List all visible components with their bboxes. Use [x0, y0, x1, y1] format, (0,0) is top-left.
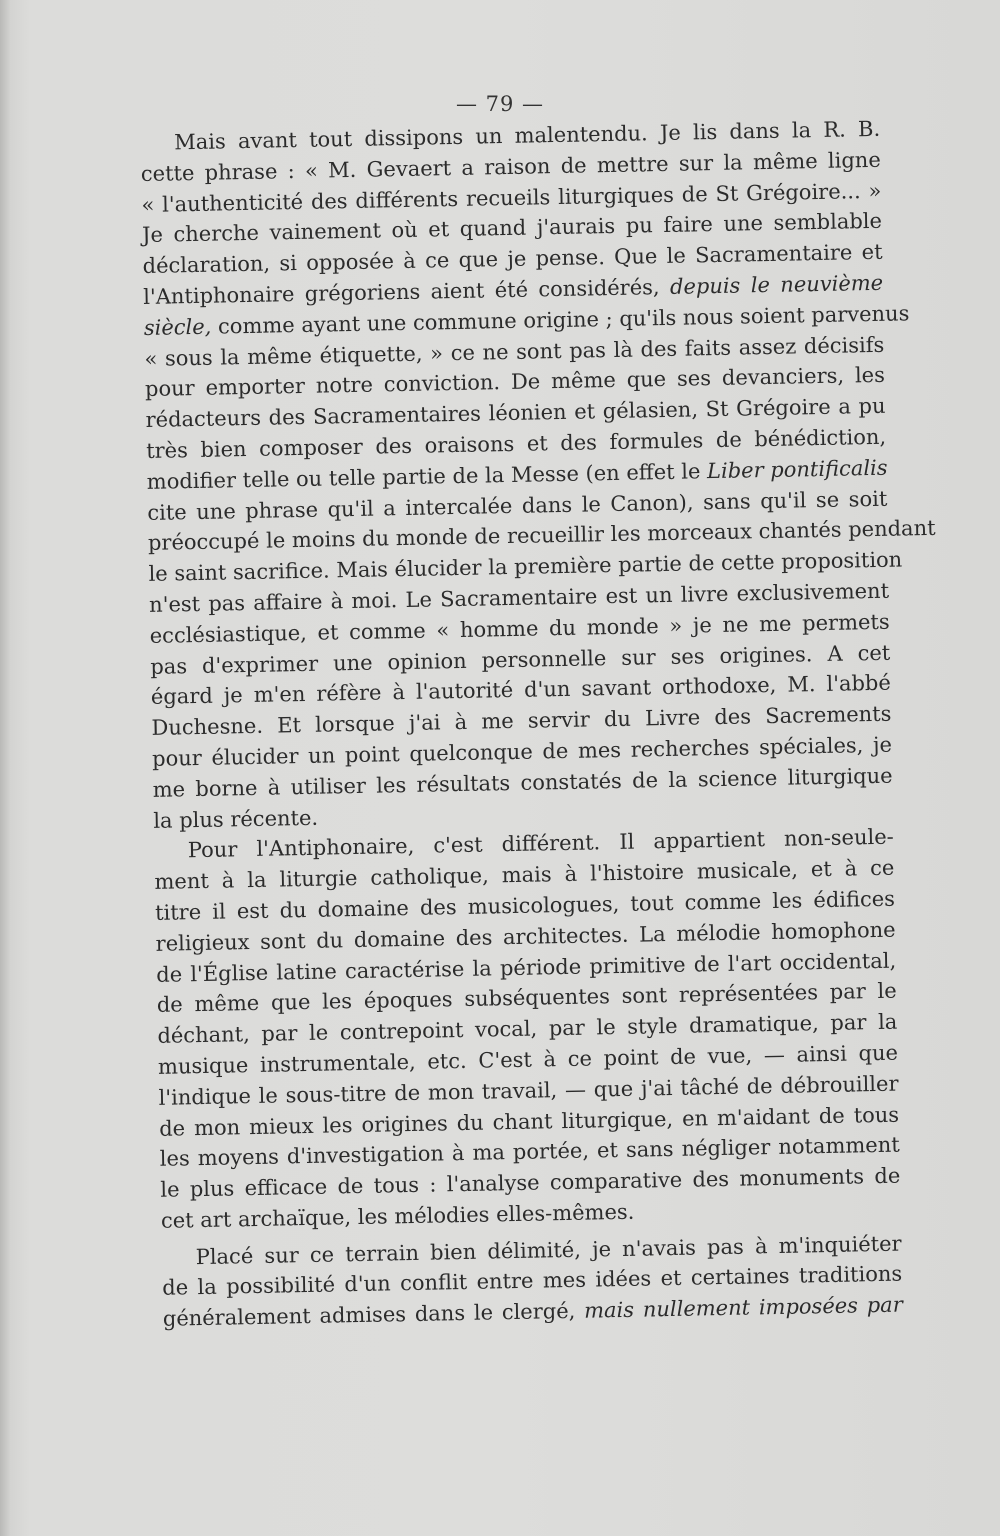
line-text: la plus récente.	[153, 805, 319, 833]
line-text: l'indique le sous-titre de mon travail, — que j'ai tâché de débrouiller	[158, 1071, 899, 1110]
line-text: déclaration, si opposée à ce que je pense. Que le Sacramentaire et	[142, 239, 883, 279]
line-text: pour emporter notre conviction. De même que ses devanciers, les	[144, 363, 886, 402]
line-text: comme ayant une commune origine ; qu'ils nous soient parvenus	[217, 301, 910, 339]
line-text: me borne à utiliser les résultats constatés de la science liturgique	[152, 763, 893, 802]
line-text: titre il est du domaine des musicologues, tout comme les édifices	[154, 886, 896, 925]
line-text: cet art archaïque, les mélodies elles-mêmes.	[160, 1199, 635, 1233]
italic-text: depuis le neuvième	[669, 270, 884, 299]
line-text: très bien composer des oraisons et des formules de bénédiction,	[145, 424, 887, 463]
line-text: pas d'exprimer une opinion personnelle sur ses origines. A cet	[150, 640, 891, 679]
line-text: de la possibilité d'un conflit entre mes idées et certaines traditions	[162, 1262, 903, 1301]
line-text: l'Antiphonaire grégoriens aient été considérés,	[143, 275, 660, 309]
line-text: religieux sont du domaine des architectes. La mélodie homophone	[155, 917, 896, 956]
line-text: pour élucider un point quelconque de mes recherches spéciales, je	[151, 732, 893, 771]
line-text: égard je m'en réfère à l'autorité d'un savant orthodoxe, M. l'abbé	[150, 671, 892, 710]
line-text: Pour l'Antiphonaire, c'est différent. Il appartient non-seule-	[187, 824, 894, 863]
body-text	[140, 114, 936, 1335]
line-text: Mais avant tout dissipons un malentendu. Je lis dans la R. B.	[174, 116, 881, 155]
line-text: cite une phrase qu'il a intercalée dans le Canon), sans qu'il se soit	[147, 486, 888, 525]
line-text: « sous la même étiquette, » ce ne sont pas là des faits assez décisifs	[144, 332, 885, 371]
line-text: modifier telle ou telle partie de la Messe (en effet le	[146, 459, 701, 494]
line-text: déchant, par le contrepoint vocal, par le style dramatique, par la	[157, 1009, 898, 1048]
line-text: le saint sacrifice. Mais élucider la première partie de cette proposition	[148, 547, 903, 587]
line-text: de l'Église latine caractérise la période primitive de l'art occidental,	[156, 948, 897, 987]
italic-text: siècle,	[143, 314, 212, 340]
page-number: — 79 —	[455, 92, 545, 116]
line-text: les moyens d'investigation à ma portée, et sans négliger notamment	[159, 1132, 900, 1172]
line-text: musique instrumentale, etc. C'est à ce point de vue, — ainsi que	[157, 1040, 899, 1079]
binding-edge	[0, 0, 10, 1536]
line-text: ment à la liturgie catholique, mais à l'histoire musicale, et à ce	[154, 855, 895, 894]
line-text: de mon mieux les origines du chant liturgique, en m'aidant de tous	[158, 1102, 900, 1141]
line-text: Placé sur ce terrain bien délimité, je n'avais pas à m'inquiéter	[195, 1231, 902, 1269]
italic-text: mais nullement imposées par	[583, 1292, 903, 1323]
line-text: de même que les époques subséquentes sont représentées par le	[156, 978, 897, 1018]
line-text: préoccupé le moins du monde de recueillir les morceaux chantés pendant	[147, 516, 936, 556]
line-text: Je cherche vainement où et quand j'aurais pu faire une semblable	[141, 209, 883, 248]
line-text: Duchesne. Et lorsque j'ai à me servir du Livre des Sacrements	[151, 701, 892, 741]
line-text: « l'authenticité des différents recueils liturgiques de St Grégoire... »	[141, 178, 882, 217]
italic-text: Liber pontificalis	[706, 455, 888, 483]
line-text: ecclésiastique, et comme « homme du monde » je ne me permets	[149, 609, 890, 648]
line-text: rédacteurs des Sacramentaires léonien et gélasien, St Grégoire a pu	[145, 393, 886, 433]
line-text: cette phrase : « M. Gevaert a raison de mettre sur la même ligne	[140, 147, 881, 186]
line-text: généralement admises dans le clergé,	[162, 1299, 576, 1332]
line-text: n'est pas affaire à moi. Le Sacramentaire est un livre exclusivement	[148, 578, 890, 617]
line-text: le plus efficace de tous : l'analyse comparative des monuments de	[160, 1163, 901, 1202]
